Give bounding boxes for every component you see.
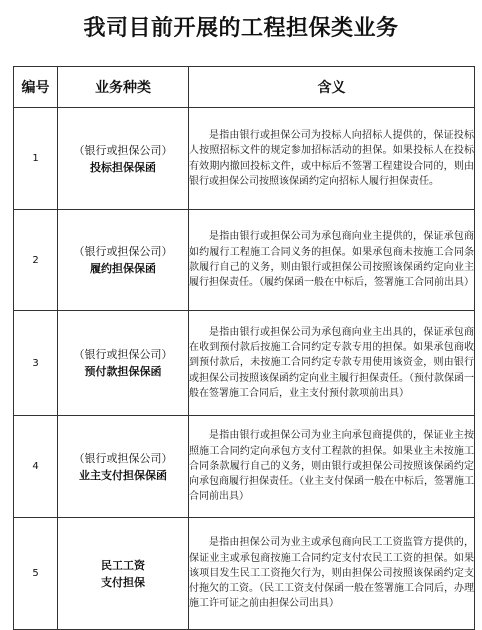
type-prefix: 民工工资: [101, 558, 145, 572]
row-description: 是指由银行或担保公司为投标人向招标人提供的，保证投标人按照招标文件的规定参加招标活动的担保。如果投标人在投标有效期内撤回投标文件，或中标后不签署工程建设合同的，则由银行或担保公司按照该保函约定向招标人履行担保责任。: [189, 108, 475, 210]
type-name: 支付担保: [101, 575, 145, 589]
table-row: [14, 416, 475, 518]
row-description: 是指由银行或担保公司为业主向承包商提供的，保证业主按照施工合同约定向承包方支付工程款的担保。如果业主未按施工合同条款履行自己的义务，则由银行或担保公司按照该保函约定向承包商履行担保责任。（业主支付保函一般在中标后，签署施工合同前出具）: [189, 416, 475, 518]
type-name: 履约担保保函: [90, 262, 156, 275]
row-type: [58, 108, 189, 210]
table-row: [14, 518, 475, 630]
row-type: [58, 210, 189, 311]
row-description: 是指由银行或担保公司为承包商向业主出具的，保证承包商在收到预付款后按施工合同约定专款专用的担保。如果承包商收到预付款后，未按施工合同约定专款专用使用该资金，则由银行或担保公司按照该保函约定向业主履行担保责任。（预付款保函一般在签署施工合同后，业主支付预付款项前出具）: [189, 311, 475, 416]
table-row: [14, 311, 475, 416]
row-number: 4: [14, 416, 58, 518]
page-title: 我司目前开展的工程担保类业务: [83, 15, 399, 41]
type-prefix: （银行或担保公司）: [73, 143, 173, 157]
row-description: 是指由银行或担保公司为承包商向业主提供的，保证承包商如约履行工程施工合同义务的担保。如果承包商未按施工合同条款履行自己的义务，则由银行或担保公司按照该保函约定向业主履行担保责任。（履约保函一般在中标后，签署施工合同前出具）: [189, 210, 475, 311]
business-table: [13, 66, 475, 630]
type-prefix: （银行或担保公司）: [73, 245, 173, 258]
header-type: 业务种类: [58, 67, 189, 108]
type-name: 预付款担保保函: [84, 365, 162, 378]
type-name: 投标担保保函: [90, 160, 156, 174]
type-name: 业主支付担保保函: [79, 468, 167, 482]
type-prefix: （银行或担保公司）: [73, 451, 173, 465]
row-number: 3: [14, 311, 58, 416]
row-type: [58, 518, 189, 630]
type-prefix: （银行或担保公司）: [73, 348, 173, 361]
table-row: [14, 108, 475, 210]
row-type: [58, 416, 189, 518]
table-row: [14, 210, 475, 311]
row-number: 5: [14, 518, 58, 630]
row-number: 1: [14, 108, 58, 210]
table-header-row: [14, 67, 475, 108]
header-meaning: 含义: [189, 67, 475, 108]
row-description: 是指由担保公司为业主或承包商向民工工资监管方提供的，保证业主或承包商按施工合同约定支付农民工工资的担保。如果该项目发生民工工资拖欠行为，则由担保公司按照该保函约定支付拖欠的工资。（民工工资支付保函一般在签署施工合同后，办理施工许可证之前由担保公司出具）: [189, 518, 475, 630]
row-type: [58, 311, 189, 416]
header-no: 编号: [14, 67, 58, 108]
row-number: 2: [14, 210, 58, 311]
